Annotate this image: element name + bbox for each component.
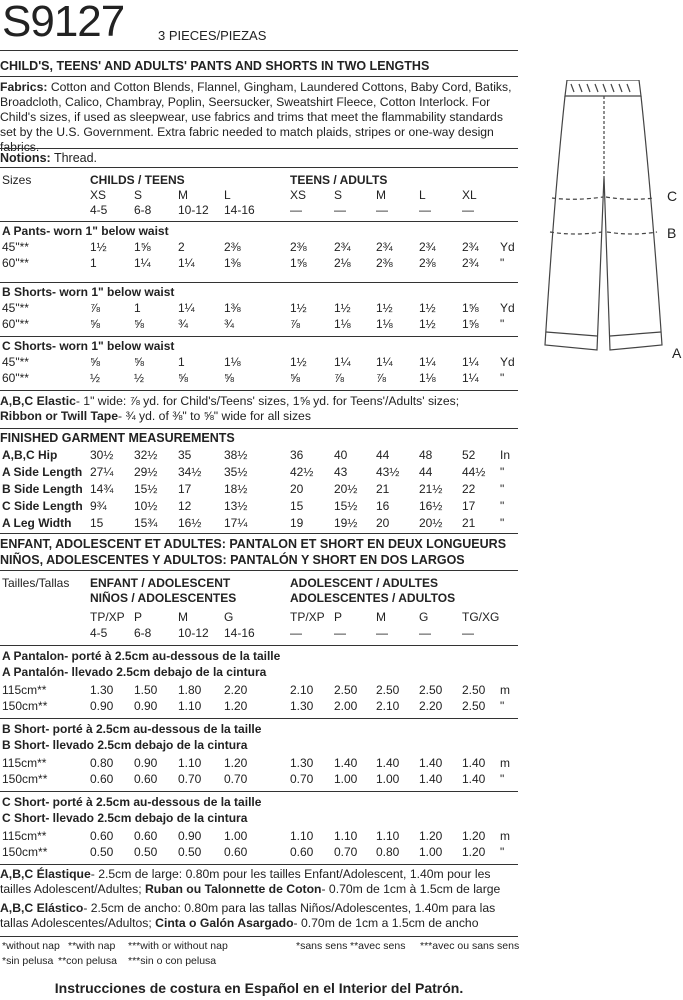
size-cell: — (419, 203, 431, 217)
ribbon-text: - ¾ yd. of ⅜" to ⅝" wide for all sizes (118, 409, 311, 423)
divider (0, 936, 518, 937)
footer-note: Instrucciones de costura en Español en el Interior del Patrón. (54, 980, 464, 996)
table-cell: 0.90 (90, 699, 114, 713)
figure-label-a: A (672, 345, 682, 361)
row-label: 45"** (2, 301, 29, 315)
table-cell: ⅝ (224, 371, 235, 385)
table-cell: 15½ (334, 499, 358, 513)
size-cell: 4-5 (90, 626, 108, 640)
table-cell: 2.50 (419, 683, 443, 697)
divider (0, 50, 518, 51)
table-cell: 19½ (334, 516, 358, 530)
table-cell: 32½ (134, 448, 158, 462)
divider (0, 148, 518, 149)
notions-label: Notions: (0, 151, 51, 165)
unit-cell: " (500, 371, 505, 385)
table-cell: 1.50 (134, 683, 158, 697)
table-cell: 0.50 (90, 845, 114, 859)
row-label: B Side Length (2, 482, 83, 496)
size-cell: TP/XP (290, 610, 325, 624)
table-cell: 0.70 (178, 772, 202, 786)
table-cell: ⅝ (178, 371, 189, 385)
table-cell: 34½ (178, 465, 202, 479)
table-cell: 0.90 (134, 756, 158, 770)
table-cell: 1½ (376, 301, 393, 315)
table-cell: 2⅜ (376, 256, 393, 270)
size-cell: G (419, 610, 429, 624)
footnote-avec-sens: **avec sens (350, 940, 406, 952)
table-cell: 18½ (224, 482, 248, 496)
table-cell: 0.80 (90, 756, 114, 770)
cinta-label: Cinta o Galón Asargado (155, 916, 294, 930)
table-cell: ⅝ (134, 317, 145, 331)
table-cell: 44 (376, 448, 390, 462)
table-cell: ½ (134, 371, 145, 385)
divider (0, 570, 518, 571)
table-cell: 1⅛ (224, 355, 241, 369)
table-cell: 20½ (334, 482, 358, 496)
size-cell: 10-12 (178, 203, 209, 217)
table-cell: 1.10 (290, 829, 314, 843)
group2-fr: ADOLESCENT / ADULTES (290, 576, 439, 590)
size-cell: S (134, 188, 143, 202)
section-title-es: C Short- llevado 2.5cm debajo de la cintura (2, 811, 248, 825)
footnote-sin-pelusa: *sin pelusa (2, 955, 54, 967)
table-cell: 1.20 (224, 699, 248, 713)
figure-label-b: B (667, 225, 677, 241)
table-cell: 1¼ (376, 355, 393, 369)
unit-cell: " (500, 256, 505, 270)
table-cell: 20½ (419, 516, 443, 530)
table-cell: 1⅝ (462, 317, 479, 331)
table-cell: 43 (334, 465, 348, 479)
size-cell: — (290, 626, 302, 640)
table-cell: 35½ (224, 465, 248, 479)
table-cell: ¾ (224, 317, 235, 331)
fabrics-paragraph (0, 80, 518, 155)
table-cell: 29½ (134, 465, 158, 479)
title-es: NIÑOS, ADOLESCENTES Y ADULTOS: PANTALÓN Y SHORT EN DOS LARGOS (0, 553, 465, 567)
unit-cell: " (500, 699, 505, 713)
table-cell: 1.00 (334, 772, 358, 786)
title-fr: ENFANT, ADOLESCENT ET ADULTES: PANTALON ET SHORT EN DEUX LONGUEURS (0, 537, 507, 551)
sizes-label: Sizes (2, 173, 32, 187)
size-cell: M (178, 610, 188, 624)
table-cell: 20 (290, 482, 304, 496)
pattern-title: CHILD'S, TEENS' AND ADULTS' PANTS AND SHORTS IN TWO LENGTHS (0, 59, 430, 73)
table-cell: 1⅝ (290, 256, 307, 270)
table-cell: 2⅛ (334, 256, 351, 270)
table-cell: 1⅛ (376, 317, 393, 331)
table-cell: 17¼ (224, 516, 248, 530)
table-cell: 30½ (90, 448, 114, 462)
size-cell: — (376, 203, 388, 217)
table-cell: 2⅜ (224, 240, 241, 254)
table-cell: 2.50 (334, 683, 358, 697)
divider (0, 428, 518, 429)
size-cell: XL (462, 188, 477, 202)
unit-cell: m (500, 829, 510, 843)
row-label: 45"** (2, 240, 29, 254)
table-cell: 36 (290, 448, 304, 462)
row-label: 60"** (2, 371, 29, 385)
divider (0, 533, 518, 534)
notions-text: Thread. (53, 151, 98, 165)
table-cell: 1⅛ (334, 317, 351, 331)
footnote-sin-o-con-pelusa: ***sin o con pelusa (128, 955, 217, 967)
divider (0, 864, 518, 865)
divider (0, 718, 518, 719)
table-cell: 2 (178, 240, 185, 254)
size-cell: — (462, 203, 474, 217)
table-cell: 22 (462, 482, 476, 496)
table-cell: 17 (178, 482, 192, 496)
size-cell: 14-16 (224, 203, 255, 217)
table-cell: ⅝ (90, 355, 101, 369)
table-cell: 17 (462, 499, 476, 513)
unit-cell: " (500, 772, 505, 786)
unit-cell: " (500, 482, 505, 496)
size-cell: XS (290, 188, 307, 202)
unit-cell: m (500, 756, 510, 770)
size-cell: 14-16 (224, 626, 255, 640)
table-cell: 2¾ (462, 240, 479, 254)
footnote-con-pelusa: **con pelusa (58, 955, 117, 967)
table-cell: 21 (462, 516, 476, 530)
table-cell: 0.70 (334, 845, 358, 859)
table-cell: 1¼ (178, 301, 195, 315)
table-cell: 0.90 (178, 829, 202, 843)
size-cell: P (134, 610, 143, 624)
group2-es: ADOLESCENTES / ADULTOS (290, 591, 456, 605)
table-cell: 0.60 (90, 829, 114, 843)
table-cell: 1.10 (376, 829, 400, 843)
size-cell: 10-12 (178, 626, 209, 640)
table-cell: 12 (178, 499, 192, 513)
table-cell: 0.60 (290, 845, 314, 859)
footnote-with-nap: **with nap (68, 940, 116, 952)
unit-cell: " (500, 845, 505, 859)
table-cell: 1.40 (462, 756, 486, 770)
table-cell: ⅞ (90, 301, 101, 315)
figure-label-c: C (667, 188, 678, 204)
table-cell: 1⅜ (224, 256, 241, 270)
table-cell: 1.30 (90, 683, 114, 697)
table-cell: 1.80 (178, 683, 202, 697)
table-cell: 15 (90, 516, 104, 530)
divider (0, 645, 518, 646)
ribbon-label: Ribbon or Twill Tape (0, 409, 119, 423)
pants-technical-drawing (540, 80, 670, 360)
row-label: A,B,C Hip (2, 448, 58, 462)
table-cell: 2.10 (290, 683, 314, 697)
footnote-avec-ou-sans-sens: ***avec ou sans sens (420, 940, 520, 952)
table-cell: 16½ (419, 499, 443, 513)
table-cell: 1½ (419, 301, 436, 315)
table-cell: 0.80 (376, 845, 400, 859)
section-title-fr: B Short- porté à 2.5cm au-dessous de la taille (2, 722, 262, 736)
table-cell: ¾ (178, 317, 189, 331)
table-cell: 14¾ (90, 482, 114, 496)
table-cell: 1¼ (419, 355, 436, 369)
table-cell: 38½ (224, 448, 248, 462)
table-cell: 1⅜ (224, 301, 241, 315)
table-cell: 27¼ (90, 465, 114, 479)
elastico-label: A,B,C Elástico (0, 901, 84, 915)
divider (0, 336, 518, 337)
section-title: B Shorts- worn 1" below waist (2, 285, 175, 299)
size-cell: XS (90, 188, 107, 202)
table-cell: 1½ (419, 317, 436, 331)
group1-es: NIÑOS / ADOLESCENTES (90, 591, 237, 605)
divider (0, 221, 518, 222)
table-cell: 2.20 (419, 699, 443, 713)
unit-cell: m (500, 683, 510, 697)
table-cell: 2⅜ (419, 256, 436, 270)
row-label: 115cm** (2, 683, 47, 697)
fabrics-label: Fabrics: (0, 80, 48, 94)
table-cell: 16½ (178, 516, 202, 530)
elastique-label: A,B,C Élastique (0, 867, 91, 881)
table-cell: 2.50 (462, 699, 486, 713)
table-cell: 0.50 (178, 845, 202, 859)
table-cell: 1½ (290, 301, 307, 315)
divider (0, 167, 518, 168)
table-cell: 1.10 (334, 829, 358, 843)
finished-title: FINISHED GARMENT MEASUREMENTS (0, 431, 235, 445)
unit-cell: In (500, 448, 511, 462)
row-label: 60"** (2, 256, 29, 270)
table-cell: 21 (376, 482, 390, 496)
size-cell: M (178, 188, 188, 202)
section-title: A Pants- worn 1" below waist (2, 224, 169, 238)
row-label: 115cm** (2, 756, 47, 770)
elastique-text: - 2.5cm de large: 0.80m pour les tailles Enfant/Adolescent, 1.40m pour les tailles Adolescent/Adultes; (0, 867, 491, 896)
table-cell: 20 (376, 516, 390, 530)
table-cell: 1.00 (419, 845, 443, 859)
table-cell: 42½ (290, 465, 314, 479)
table-cell: 0.70 (224, 772, 248, 786)
size-cell: — (334, 626, 346, 640)
table-cell: 0.60 (224, 845, 248, 859)
size-cell: 6-8 (134, 626, 152, 640)
table-cell: 1.40 (376, 756, 400, 770)
size-cell: — (419, 626, 431, 640)
divider (0, 76, 518, 77)
unit-cell: Yd (500, 240, 515, 254)
size-cell: — (334, 203, 346, 217)
group1-fr: ENFANT / ADOLESCENT (90, 576, 231, 590)
table-cell: 15¾ (134, 516, 158, 530)
table-cell: 44½ (462, 465, 486, 479)
table-cell: 1¼ (178, 256, 195, 270)
table-cell: 0.60 (90, 772, 114, 786)
divider (0, 390, 518, 391)
table-cell: 2.50 (376, 683, 400, 697)
fabrics-text: Cotton and Cotton Blends, Flannel, Gingham, Laundered Cottons, Baby Cord, Batiks, Broadcloth, Calico, Chambray, Poplin, Seersucker, Sweatshirt Fleece, Cotton Interlock. For Child's sizes, if used as sleepwear, use fabrics and trims that meet the flammability standards set by the U.S. Government. Extra fabric needed to match plaids, stripes or one-way design fabrics. (0, 80, 512, 154)
table-cell: 0.70 (290, 772, 314, 786)
elastique-paragraph (0, 867, 518, 897)
unit-cell: " (500, 317, 505, 331)
row-label: C Side Length (2, 499, 83, 513)
table-cell: 1.00 (224, 829, 248, 843)
table-cell: 1.30 (290, 756, 314, 770)
table-cell: 1.00 (376, 772, 400, 786)
table-cell: 1.20 (462, 829, 486, 843)
table-cell: 1 (134, 301, 141, 315)
table-cell: 15 (290, 499, 304, 513)
footnote-without-nap: *without nap (2, 940, 60, 952)
group-childs-teens: CHILDS / TEENS (90, 173, 185, 187)
unit-cell: " (500, 465, 505, 479)
row-label: 45"** (2, 355, 29, 369)
size-cell: TG/XG (462, 610, 500, 624)
section-title-es: B Short- llevado 2.5cm debajo de la cintura (2, 738, 248, 752)
row-label: A Leg Width (2, 516, 72, 530)
elastico-paragraph (0, 901, 518, 931)
unit-cell: Yd (500, 355, 515, 369)
size-cell: 4-5 (90, 203, 108, 217)
table-cell: 1½ (334, 301, 351, 315)
table-cell: 1 (90, 256, 97, 270)
table-cell: ⅞ (290, 317, 301, 331)
size-cell: S (334, 188, 343, 202)
table-cell: 1.40 (419, 772, 443, 786)
elastic-label: A,B,C Elastic (0, 394, 76, 408)
table-cell: 2¾ (419, 240, 436, 254)
unit-cell: Yd (500, 301, 515, 315)
table-cell: 43½ (376, 465, 400, 479)
table-cell: 16 (376, 499, 390, 513)
table-cell: 10½ (134, 499, 158, 513)
table-cell: ⅝ (290, 371, 301, 385)
table-cell: ⅝ (134, 355, 145, 369)
table-cell: 1½ (90, 240, 107, 254)
table-cell: 1.10 (178, 756, 202, 770)
table-cell: ⅞ (334, 371, 345, 385)
ruban-text: - 0.70m de 1cm à 1.5cm de large (321, 882, 501, 896)
size-cell: 6-8 (134, 203, 152, 217)
table-cell: 35 (178, 448, 192, 462)
divider (0, 282, 518, 283)
section-title: C Shorts- worn 1" below waist (2, 339, 175, 353)
table-cell: 1⅝ (134, 240, 151, 254)
size-cell: M (376, 188, 386, 202)
ruban-label: Ruban ou Talonnette de Coton (145, 882, 322, 896)
table-cell: 2¾ (334, 240, 351, 254)
size-cell: — (290, 203, 302, 217)
table-cell: 2¾ (462, 256, 479, 270)
unit-cell: " (500, 516, 505, 530)
size-cell: G (224, 610, 234, 624)
table-cell: 9¾ (90, 499, 107, 513)
table-cell: 1.20 (419, 829, 443, 843)
table-cell: 1.30 (290, 699, 314, 713)
table-cell: 19 (290, 516, 304, 530)
table-cell: 0.90 (134, 699, 158, 713)
divider (0, 791, 518, 792)
section-title-fr: C Short- porté à 2.5cm au-dessous de la taille (2, 795, 262, 809)
row-label: A Side Length (2, 465, 83, 479)
row-label: 150cm** (2, 772, 48, 786)
footnote-sans-sens: *sans sens (296, 940, 348, 952)
table-cell: 1 (178, 355, 185, 369)
size-cell: L (419, 188, 426, 202)
table-cell: 13½ (224, 499, 248, 513)
size-cell: P (334, 610, 343, 624)
elastic-paragraph (0, 394, 518, 424)
table-cell: 40 (334, 448, 348, 462)
table-cell: 0.50 (134, 845, 158, 859)
pattern-number: S9127 (2, 0, 125, 46)
table-cell: 48 (419, 448, 433, 462)
size-cell: M (376, 610, 386, 624)
footnote-with-or-without-nap: ***with or without nap (128, 940, 228, 952)
table-cell: 2.00 (334, 699, 358, 713)
table-cell: 1¼ (334, 355, 351, 369)
table-cell: 2.50 (462, 683, 486, 697)
table-cell: 1¼ (134, 256, 151, 270)
pieces-count: 3 PIECES/PIEZAS (158, 28, 267, 43)
table-cell: 0.60 (134, 829, 158, 843)
table-cell: 1.10 (178, 699, 202, 713)
table-cell: 1.40 (334, 756, 358, 770)
table-cell: ⅝ (90, 317, 101, 331)
table-cell: 1⅛ (419, 371, 436, 385)
table-cell: 2.20 (224, 683, 248, 697)
table-cell: 1.40 (419, 756, 443, 770)
elastico-text: - 2.5cm de ancho: 0.80m para las tallas Niños/Adolescentes, 1.40m para las tallas Adolescentes/Adultos; (0, 901, 496, 930)
table-cell: 15½ (134, 482, 158, 496)
section-title-es: A Pantalón- llevado 2.5cm debajo de la cintura (2, 665, 267, 679)
table-cell: 44 (419, 465, 433, 479)
cinta-text: - 0.70m de 1cm a 1.5cm de ancho (293, 916, 479, 930)
table-cell: 1.20 (462, 845, 486, 859)
table-cell: 1.20 (224, 756, 248, 770)
table-cell: 1⅝ (462, 301, 479, 315)
size-cell: — (376, 626, 388, 640)
table-cell: 1.40 (462, 772, 486, 786)
elastic-text: - 1" wide: ⅞ yd. for Child's/Teens' sizes, 1⅝ yd. for Teens'/Adults' sizes; (75, 394, 460, 408)
table-cell: 2.10 (376, 699, 400, 713)
row-label: 60"** (2, 317, 29, 331)
notions (0, 151, 518, 166)
table-cell: 52 (462, 448, 476, 462)
group-teens-adults: TEENS / ADULTS (290, 173, 388, 187)
row-label: 150cm** (2, 699, 48, 713)
unit-cell: " (500, 499, 505, 513)
table-cell: ½ (90, 371, 101, 385)
row-label: 115cm** (2, 829, 47, 843)
table-cell: 21½ (419, 482, 443, 496)
table-cell: 2⅜ (290, 240, 307, 254)
table-cell: 0.60 (134, 772, 158, 786)
size-cell: — (462, 626, 474, 640)
table-cell: 1¼ (462, 371, 479, 385)
table-cell: ⅞ (376, 371, 387, 385)
table-cell: 2¾ (376, 240, 393, 254)
size-cell: L (224, 188, 231, 202)
tailles-label: Tailles/Tallas (2, 576, 70, 590)
table-cell: 1½ (290, 355, 307, 369)
size-cell: TP/XP (90, 610, 125, 624)
row-label: 150cm** (2, 845, 48, 859)
table-cell: 1¼ (462, 355, 479, 369)
section-title-fr: A Pantalon- porté à 2.5cm au-dessous de la taille (2, 649, 281, 663)
